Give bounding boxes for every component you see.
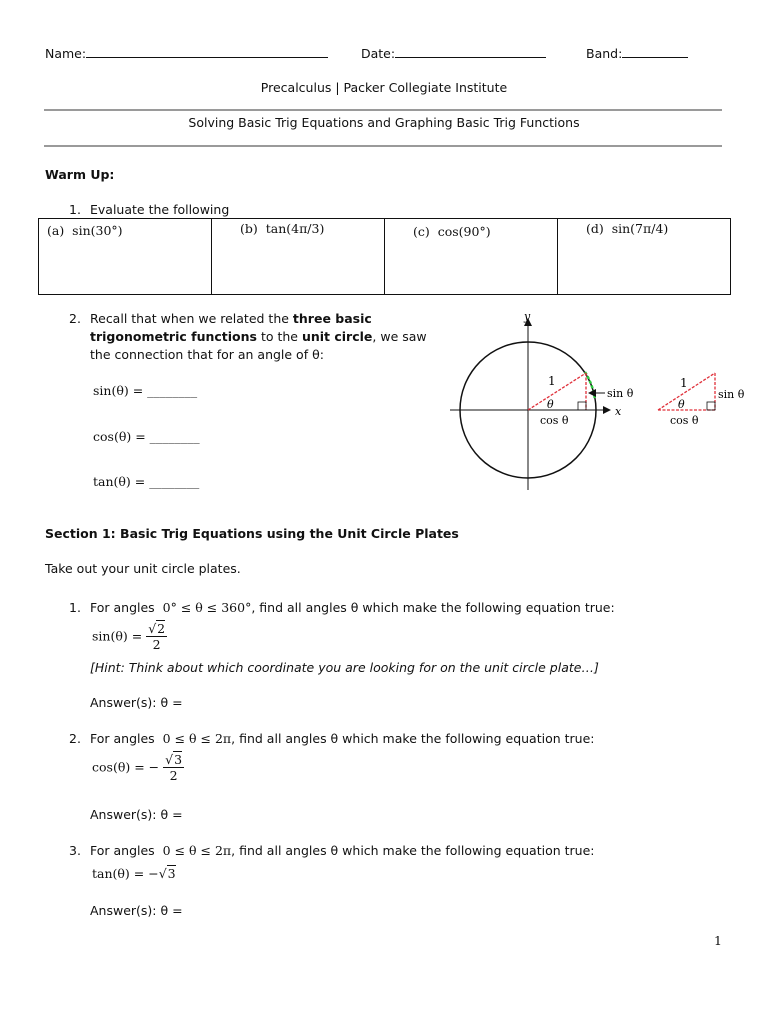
x-axis-label: x [615, 405, 622, 418]
date-blank[interactable] [395, 45, 546, 58]
q2-line3: the connection that for an angle of θ: [90, 347, 324, 362]
p3-number: 3. [69, 843, 81, 858]
cell-b[interactable] [212, 219, 385, 295]
divider-bottom [44, 145, 722, 147]
cell-c-expr: cos(90°) [437, 224, 491, 239]
warmup-table [38, 218, 731, 295]
p1-radicand: 2 [157, 621, 166, 636]
cell-b-label: (b) [240, 221, 258, 236]
p2-fraction: $\frac{√3}{2}$ [165, 752, 183, 783]
p1-hint: [Hint: Think about which coordinate you are looking for on the unit circle plate…] [90, 660, 599, 675]
y-axis-label: y [524, 310, 531, 323]
small-sin-label: sin θ [718, 388, 745, 401]
p1-denominator: 2 [152, 637, 161, 652]
p1-range: 0° ≤ θ ≤ 360° [162, 600, 252, 615]
p1-answer[interactable]: Answer(s): θ = [90, 695, 183, 710]
p1-fraction: $\frac{√2}{2}$ [148, 621, 166, 652]
warmup-heading: Warm Up: [45, 167, 115, 182]
name-label: Name: [45, 46, 87, 61]
p2-pre: For angles [90, 731, 155, 746]
p2-eq-lhs: cos(θ) = − [92, 759, 160, 775]
p3-prompt [90, 843, 595, 858]
cell-a[interactable] [39, 219, 212, 295]
q2-line2 [90, 329, 427, 344]
p1-number: 1. [69, 600, 81, 615]
sin-definition[interactable]: sin(θ) = ________ [93, 383, 198, 398]
section1-heading: Section 1: Basic Trig Equations using the Unit Circle Plates [45, 526, 459, 541]
sin-label: sin θ [607, 387, 634, 400]
q2-post: , we saw [372, 329, 427, 344]
p2-range: 0 ≤ θ ≤ 2π [162, 731, 232, 746]
small-hyp-label: 1 [680, 376, 688, 390]
q2-bold-unit: unit circle [301, 329, 373, 344]
p3-radicand: 3 [167, 866, 176, 881]
p1-equation [92, 620, 167, 652]
course-title: Precalculus | Packer Collegiate Institute [260, 80, 508, 95]
page-number: 1 [714, 933, 722, 948]
p3-answer[interactable]: Answer(s): θ = [90, 903, 183, 918]
date-label: Date: [361, 46, 396, 61]
hypotenuse-label: 1 [548, 374, 556, 388]
small-theta-label: θ [678, 398, 685, 411]
theta-label: θ [547, 398, 554, 411]
p2-denominator: 2 [169, 768, 178, 783]
cos-label: cos θ [540, 414, 569, 427]
cell-a-label: (a) [47, 223, 65, 238]
date-field[interactable] [361, 45, 546, 61]
small-cos-label: cos θ [670, 414, 699, 427]
cell-c-label: (c) [413, 224, 430, 239]
p2-post: , find all angles θ which make the following equation true: [231, 731, 595, 746]
q2-bold-trig: trigonometric functions [90, 329, 257, 344]
q2-line1 [90, 311, 372, 326]
unit-circle-diagram [440, 305, 760, 505]
cell-d[interactable] [558, 219, 731, 295]
hypotenuse-line [528, 373, 586, 410]
p2-answer[interactable]: Answer(s): θ = [90, 807, 183, 822]
section1-intro: Take out your unit circle plates. [45, 561, 241, 576]
cell-b-expr: tan(4π/3) [265, 221, 325, 236]
name-blank[interactable] [86, 45, 328, 58]
q1-number: 1. [69, 202, 81, 217]
p1-prompt [90, 600, 615, 615]
p3-eq-lhs: tan(θ) = − [92, 866, 159, 881]
p1-pre: For angles [90, 600, 155, 615]
cell-a-expr: sin(30°) [72, 223, 123, 238]
name-field[interactable] [45, 45, 328, 61]
q2-number: 2. [69, 311, 81, 326]
cell-d-label: (d) [586, 221, 604, 236]
page-title: Solving Basic Trig Equations and Graphing Basic Trig Functions [188, 115, 580, 130]
p1-eq-lhs: sin(θ) = [92, 628, 143, 644]
p3-pre: For angles [90, 843, 155, 858]
q2-line1-bold: three basic [292, 311, 372, 326]
p2-prompt [90, 731, 595, 746]
p3-post: , find all angles θ which make the following equation true: [231, 843, 595, 858]
cell-d-expr: sin(7π/4) [611, 221, 669, 236]
divider-top [44, 109, 722, 111]
q2-mid: to the [256, 329, 302, 344]
q2-line1-text: Recall that when we related the [90, 311, 293, 326]
right-angle-mark [578, 402, 586, 410]
p3-equation: tan(θ) = −√3 [92, 866, 176, 881]
p2-equation [92, 751, 184, 783]
cell-c[interactable] [385, 219, 558, 295]
small-right-angle-mark [707, 402, 715, 410]
p2-radicand: 3 [174, 752, 183, 767]
cos-definition[interactable]: cos(θ) = ________ [93, 429, 200, 444]
tan-definition[interactable]: tan(θ) = ________ [93, 474, 200, 489]
q1-text: Evaluate the following [90, 202, 230, 217]
p2-number: 2. [69, 731, 81, 746]
p1-post: , find all angles θ which make the following equation true: [251, 600, 615, 615]
band-field[interactable] [586, 45, 688, 61]
band-label: Band: [586, 46, 623, 61]
p3-range: 0 ≤ θ ≤ 2π [162, 843, 232, 858]
band-blank[interactable] [622, 45, 688, 58]
